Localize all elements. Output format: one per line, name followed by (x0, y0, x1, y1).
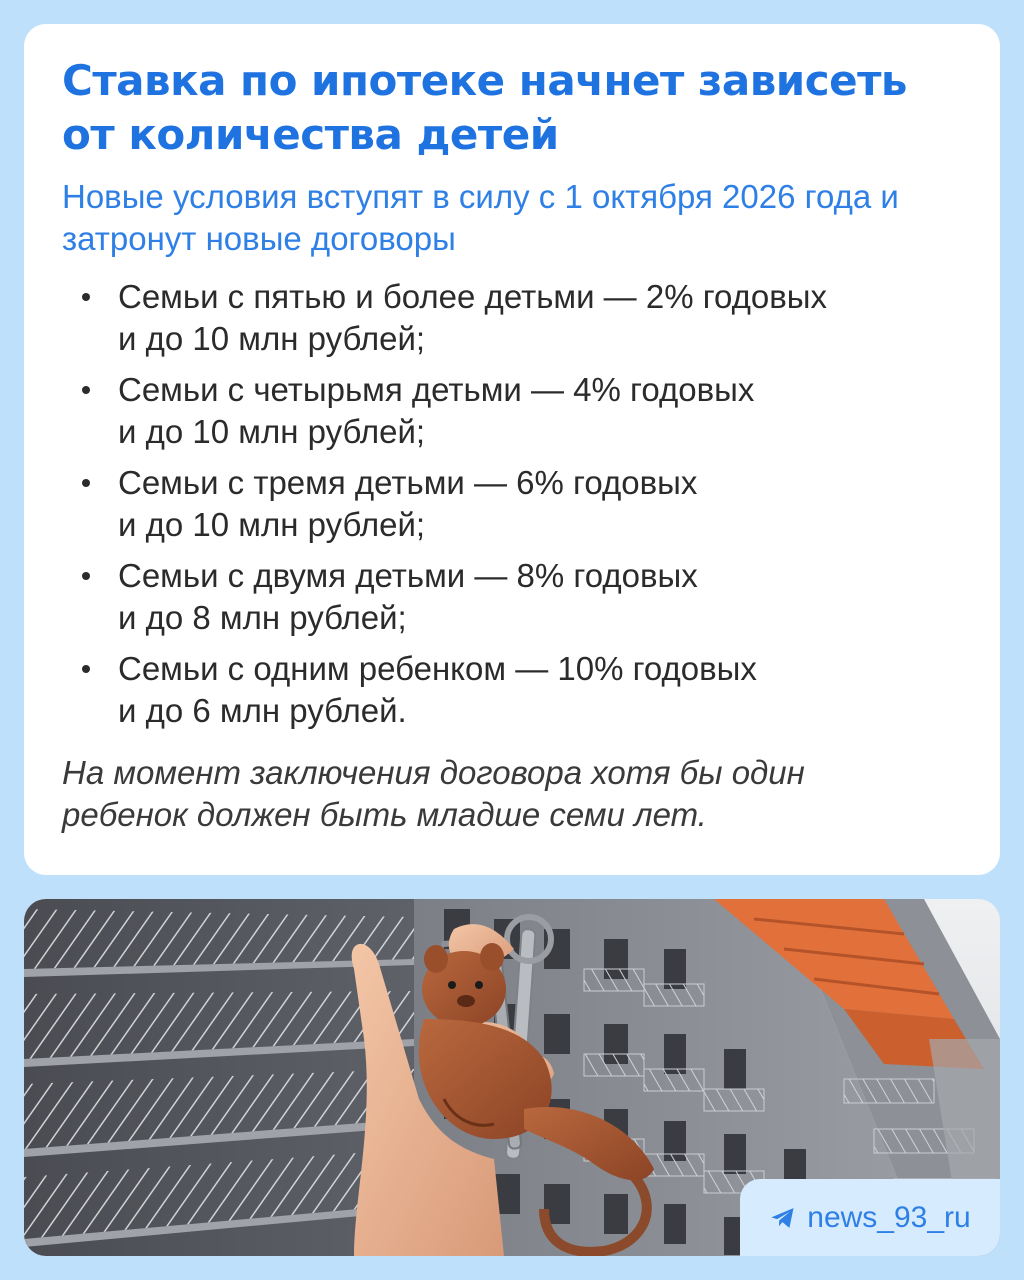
list-item-line: Семьи с четырьмя детьми — 4% годовых (118, 371, 755, 408)
conditions-list (62, 276, 962, 732)
channel-name: news_93_ru (807, 1200, 971, 1234)
bullet-icon (82, 293, 90, 301)
bullet-icon (82, 572, 90, 580)
list-item (62, 555, 962, 639)
list-item-line: и до 10 млн рублей; (118, 320, 426, 357)
info-card (24, 24, 1000, 875)
list-item-line: Семьи с тремя детьми — 6% годовых (118, 464, 698, 501)
photo-keys-building (24, 899, 1000, 1256)
telegram-icon (769, 1204, 797, 1232)
list-item-line: и до 8 млн рублей; (118, 599, 407, 636)
list-item (62, 369, 962, 453)
list-item (62, 462, 962, 546)
footnote: На момент заключения договора хотя бы один ребенок должен быть младше семи лет. (62, 754, 805, 833)
bullet-icon (82, 479, 90, 487)
bullet-icon (82, 386, 90, 394)
list-item-line: и до 10 млн рублей; (118, 413, 426, 450)
page-title: Ставка по ипотеке начнет зависеть от количества детей (62, 56, 907, 159)
list-item-line: Семьи с одним ребенком — 10% годовых (118, 650, 757, 687)
list-item-line: Семьи с пятью и более детьми — 2% годовых (118, 278, 828, 315)
list-item-line: и до 6 млн рублей. (118, 692, 407, 729)
page-subtitle: Новые условия вступят в силу с 1 октября 2026 года и затронут новые договоры (62, 178, 899, 257)
list-item-line: Семьи с двумя детьми — 8% годовых (118, 557, 698, 594)
list-item (62, 276, 962, 360)
bullet-icon (82, 665, 90, 673)
list-item-line: и до 10 млн рублей; (118, 506, 426, 543)
channel-badge[interactable] (740, 1179, 1000, 1256)
list-item (62, 648, 962, 732)
